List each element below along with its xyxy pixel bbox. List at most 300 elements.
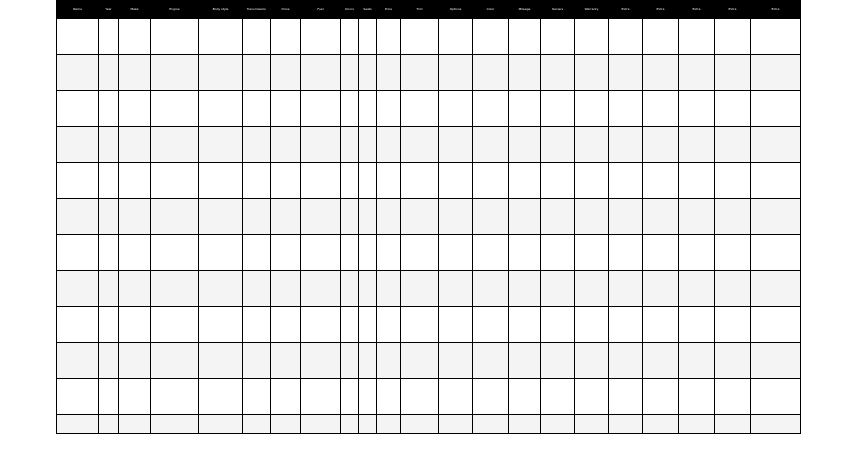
table-cell [199, 163, 243, 199]
table-cell [439, 91, 473, 127]
column-header[interactable]: Options [439, 1, 473, 19]
table-cell [341, 199, 359, 235]
table-cell [57, 271, 99, 307]
table-cell [439, 271, 473, 307]
column-header[interactable]: Doors [341, 1, 359, 19]
table-cell [57, 127, 99, 163]
table-cell [377, 415, 401, 434]
table-cell [301, 343, 341, 379]
table-cell [575, 19, 609, 55]
table-cell [509, 379, 541, 415]
table-cell [575, 235, 609, 271]
table-cell [301, 415, 341, 434]
table-cell [341, 91, 359, 127]
table-cell [715, 55, 751, 91]
table-cell [57, 343, 99, 379]
table-row[interactable] [57, 307, 801, 343]
table-cell [575, 343, 609, 379]
table-cell [439, 415, 473, 434]
table-row[interactable] [57, 343, 801, 379]
table-cell [609, 19, 643, 55]
table-cell [243, 343, 271, 379]
table-cell [643, 55, 679, 91]
table-cell [151, 307, 199, 343]
table-cell [359, 307, 377, 343]
column-header[interactable]: Make [119, 1, 151, 19]
table-cell [57, 415, 99, 434]
table-cell [199, 91, 243, 127]
table-cell [301, 163, 341, 199]
table-cell [119, 307, 151, 343]
table-cell [439, 127, 473, 163]
column-header[interactable]: Transmission [243, 1, 271, 19]
table-cell [243, 379, 271, 415]
table-cell [99, 415, 119, 434]
table-cell [679, 307, 715, 343]
table-cell [751, 343, 801, 379]
table-cell [341, 55, 359, 91]
table-cell [401, 163, 439, 199]
table-cell [609, 379, 643, 415]
table-cell [509, 163, 541, 199]
table-cell [271, 235, 301, 271]
data-sheet [56, 0, 800, 434]
column-header[interactable]: Extra [751, 1, 801, 19]
table-cell [575, 379, 609, 415]
table-cell [151, 271, 199, 307]
table-cell [199, 307, 243, 343]
table-cell [609, 271, 643, 307]
table-cell [271, 307, 301, 343]
table-cell [715, 163, 751, 199]
table-cell [271, 19, 301, 55]
table-cell [509, 19, 541, 55]
table-row[interactable] [57, 235, 801, 271]
table-cell [199, 199, 243, 235]
table-cell [609, 199, 643, 235]
table-cell [359, 91, 377, 127]
table-cell [679, 343, 715, 379]
table-cell [643, 343, 679, 379]
table-cell [151, 379, 199, 415]
table-cell [359, 163, 377, 199]
table-cell [715, 271, 751, 307]
column-header[interactable]: Price [377, 1, 401, 19]
table-cell [341, 127, 359, 163]
table-cell [715, 127, 751, 163]
table-cell [377, 199, 401, 235]
table-cell [271, 271, 301, 307]
table-cell [271, 163, 301, 199]
column-header[interactable]: Extra [609, 1, 643, 19]
table-cell [643, 163, 679, 199]
table-cell [715, 379, 751, 415]
table-cell [401, 55, 439, 91]
table-cell [243, 307, 271, 343]
table-cell [199, 343, 243, 379]
table-cell [541, 307, 575, 343]
table-cell [341, 307, 359, 343]
table-cell [751, 235, 801, 271]
table-cell [751, 415, 801, 434]
table-cell [473, 19, 509, 55]
table-cell [751, 19, 801, 55]
table-cell [679, 19, 715, 55]
table-cell [715, 199, 751, 235]
table-cell [541, 343, 575, 379]
table-cell [575, 163, 609, 199]
table-cell [199, 127, 243, 163]
table-cell [541, 415, 575, 434]
table-cell [751, 379, 801, 415]
table-cell [119, 271, 151, 307]
table-cell [679, 163, 715, 199]
table-cell [301, 235, 341, 271]
table-cell [575, 415, 609, 434]
table-cell [541, 91, 575, 127]
table-cell [439, 55, 473, 91]
column-header[interactable]: Seats [359, 1, 377, 19]
table-cell [243, 415, 271, 434]
column-header[interactable]: Fuel [301, 1, 341, 19]
table-cell [751, 91, 801, 127]
table-cell [243, 19, 271, 55]
table-cell [751, 55, 801, 91]
table-cell [643, 19, 679, 55]
table-row[interactable] [57, 55, 801, 91]
table-cell [401, 235, 439, 271]
table-cell [679, 271, 715, 307]
table-cell [199, 271, 243, 307]
table-cell [509, 415, 541, 434]
table-cell [715, 19, 751, 55]
table-cell [243, 271, 271, 307]
table-cell [679, 127, 715, 163]
table-cell [679, 199, 715, 235]
table-cell [715, 307, 751, 343]
table-cell [643, 271, 679, 307]
table-cell [715, 91, 751, 127]
table-cell [119, 91, 151, 127]
table-cell [99, 271, 119, 307]
table-row[interactable] [57, 271, 801, 307]
table-cell [199, 19, 243, 55]
table-cell [119, 163, 151, 199]
table-cell [377, 163, 401, 199]
table-cell [473, 271, 509, 307]
table-cell [271, 343, 301, 379]
column-header[interactable]: Mileage [509, 1, 541, 19]
table-cell [509, 91, 541, 127]
table-cell [401, 307, 439, 343]
table-cell [473, 127, 509, 163]
table-cell [359, 379, 377, 415]
table-cell [401, 127, 439, 163]
table-cell [151, 415, 199, 434]
column-header[interactable]: Body style [199, 1, 243, 19]
column-header[interactable]: Trim [401, 1, 439, 19]
table-cell [609, 55, 643, 91]
table-row[interactable] [57, 199, 801, 235]
table-cell [99, 55, 119, 91]
table-row[interactable] [57, 415, 801, 434]
table-cell [473, 343, 509, 379]
table-cell [575, 199, 609, 235]
table-cell [575, 127, 609, 163]
data-table [56, 0, 801, 434]
table-cell [119, 343, 151, 379]
table-cell [609, 127, 643, 163]
table-cell [439, 307, 473, 343]
table-cell [509, 271, 541, 307]
table-cell [541, 199, 575, 235]
table-cell [271, 379, 301, 415]
table-cell [473, 379, 509, 415]
table-cell [509, 307, 541, 343]
table-cell [473, 235, 509, 271]
table-cell [439, 199, 473, 235]
table-cell [541, 19, 575, 55]
table-cell [609, 415, 643, 434]
table-cell [575, 91, 609, 127]
column-header[interactable]: Extra [679, 1, 715, 19]
table-cell [643, 127, 679, 163]
table-cell [715, 235, 751, 271]
table-cell [439, 343, 473, 379]
table-cell [301, 271, 341, 307]
table-cell [119, 19, 151, 55]
table-cell [643, 91, 679, 127]
table-cell [151, 91, 199, 127]
table-cell [301, 127, 341, 163]
table-cell [57, 199, 99, 235]
table-cell [119, 55, 151, 91]
table-cell [341, 271, 359, 307]
table-cell [243, 55, 271, 91]
table-cell [679, 91, 715, 127]
table-cell [243, 199, 271, 235]
header-row [57, 1, 801, 19]
table-cell [509, 55, 541, 91]
table-cell [199, 235, 243, 271]
table-cell [301, 379, 341, 415]
table-cell [609, 343, 643, 379]
table-cell [199, 379, 243, 415]
table-cell [57, 19, 99, 55]
table-cell [151, 19, 199, 55]
table-cell [301, 307, 341, 343]
table-row[interactable] [57, 19, 801, 55]
table-cell [341, 343, 359, 379]
table-cell [541, 55, 575, 91]
table-cell [151, 343, 199, 379]
table-cell [751, 199, 801, 235]
table-cell [359, 343, 377, 379]
table-cell [541, 235, 575, 271]
table-cell [751, 307, 801, 343]
table-cell [57, 163, 99, 199]
table-cell [341, 163, 359, 199]
table-cell [341, 235, 359, 271]
column-header[interactable]: Drive [271, 1, 301, 19]
table-cell [377, 271, 401, 307]
table-cell [751, 163, 801, 199]
table-cell [473, 163, 509, 199]
column-header[interactable]: Extra [643, 1, 679, 19]
table-cell [57, 307, 99, 343]
table-cell [575, 307, 609, 343]
table-cell [377, 55, 401, 91]
table-cell [643, 307, 679, 343]
table-cell [541, 379, 575, 415]
table-cell [119, 127, 151, 163]
table-cell [473, 415, 509, 434]
table-cell [679, 379, 715, 415]
table-cell [509, 235, 541, 271]
table-cell [377, 127, 401, 163]
table-cell [401, 271, 439, 307]
table-cell [359, 235, 377, 271]
table-cell [57, 55, 99, 91]
table-cell [99, 163, 119, 199]
column-header[interactable]: Owners [541, 1, 575, 19]
table-cell [751, 127, 801, 163]
table-cell [99, 235, 119, 271]
table-cell [119, 235, 151, 271]
table-cell [359, 19, 377, 55]
table-cell [509, 343, 541, 379]
table-cell [271, 55, 301, 91]
table-cell [199, 55, 243, 91]
table-cell [359, 127, 377, 163]
table-row[interactable] [57, 379, 801, 415]
table-cell [301, 91, 341, 127]
table-cell [57, 235, 99, 271]
table-cell [609, 91, 643, 127]
table-cell [271, 91, 301, 127]
table-cell [609, 235, 643, 271]
table-cell [151, 127, 199, 163]
table-cell [609, 307, 643, 343]
table-cell [541, 163, 575, 199]
table-cell [57, 379, 99, 415]
table-row[interactable] [57, 163, 801, 199]
table-cell [377, 235, 401, 271]
table-cell [99, 343, 119, 379]
table-cell [679, 55, 715, 91]
table-cell [377, 91, 401, 127]
table-cell [99, 91, 119, 127]
table-cell [643, 199, 679, 235]
table-row[interactable] [57, 127, 801, 163]
table-cell [57, 91, 99, 127]
table-cell [541, 127, 575, 163]
table-cell [359, 415, 377, 434]
table-cell [271, 127, 301, 163]
table-cell [151, 235, 199, 271]
table-cell [643, 415, 679, 434]
table-cell [99, 199, 119, 235]
table-cell [301, 55, 341, 91]
table-cell [509, 199, 541, 235]
table-cell [439, 163, 473, 199]
table-cell [473, 91, 509, 127]
table-cell [199, 415, 243, 434]
table-cell [359, 55, 377, 91]
table-cell [271, 199, 301, 235]
table-cell [473, 199, 509, 235]
table-cell [99, 19, 119, 55]
table-cell [609, 163, 643, 199]
table-cell [151, 199, 199, 235]
table-cell [401, 379, 439, 415]
table-cell [575, 271, 609, 307]
table-cell [439, 19, 473, 55]
table-cell [473, 307, 509, 343]
table-cell [439, 235, 473, 271]
table-cell [401, 91, 439, 127]
table-cell [243, 235, 271, 271]
table-cell [439, 379, 473, 415]
table-cell [643, 235, 679, 271]
table-cell [643, 379, 679, 415]
table-cell [99, 127, 119, 163]
table-cell [541, 271, 575, 307]
column-header[interactable]: Extra [715, 1, 751, 19]
table-cell [377, 379, 401, 415]
column-header[interactable]: Engine [151, 1, 199, 19]
table-cell [119, 379, 151, 415]
table-cell [377, 343, 401, 379]
column-header[interactable]: Name [57, 1, 99, 19]
table-cell [151, 55, 199, 91]
table-cell [715, 415, 751, 434]
table-cell [243, 127, 271, 163]
table-cell [679, 415, 715, 434]
table-cell [359, 199, 377, 235]
table-body [57, 19, 801, 434]
table-cell [359, 271, 377, 307]
table-cell [715, 343, 751, 379]
table-cell [751, 271, 801, 307]
table-cell [401, 19, 439, 55]
column-header[interactable]: Year [99, 1, 119, 19]
table-cell [341, 379, 359, 415]
table-cell [243, 91, 271, 127]
table-cell [151, 163, 199, 199]
table-cell [119, 415, 151, 434]
table-cell [377, 19, 401, 55]
column-header[interactable]: Color [473, 1, 509, 19]
table-cell [377, 307, 401, 343]
table-cell [341, 415, 359, 434]
table-row[interactable] [57, 91, 801, 127]
table-cell [301, 19, 341, 55]
table-cell [509, 127, 541, 163]
table-cell [401, 199, 439, 235]
table-cell [401, 415, 439, 434]
table-cell [271, 415, 301, 434]
table-cell [99, 307, 119, 343]
table-cell [679, 235, 715, 271]
table-cell [119, 199, 151, 235]
table-cell [473, 55, 509, 91]
column-header[interactable]: Warranty [575, 1, 609, 19]
table-cell [301, 199, 341, 235]
table-cell [401, 343, 439, 379]
table-cell [99, 379, 119, 415]
table-cell [341, 19, 359, 55]
